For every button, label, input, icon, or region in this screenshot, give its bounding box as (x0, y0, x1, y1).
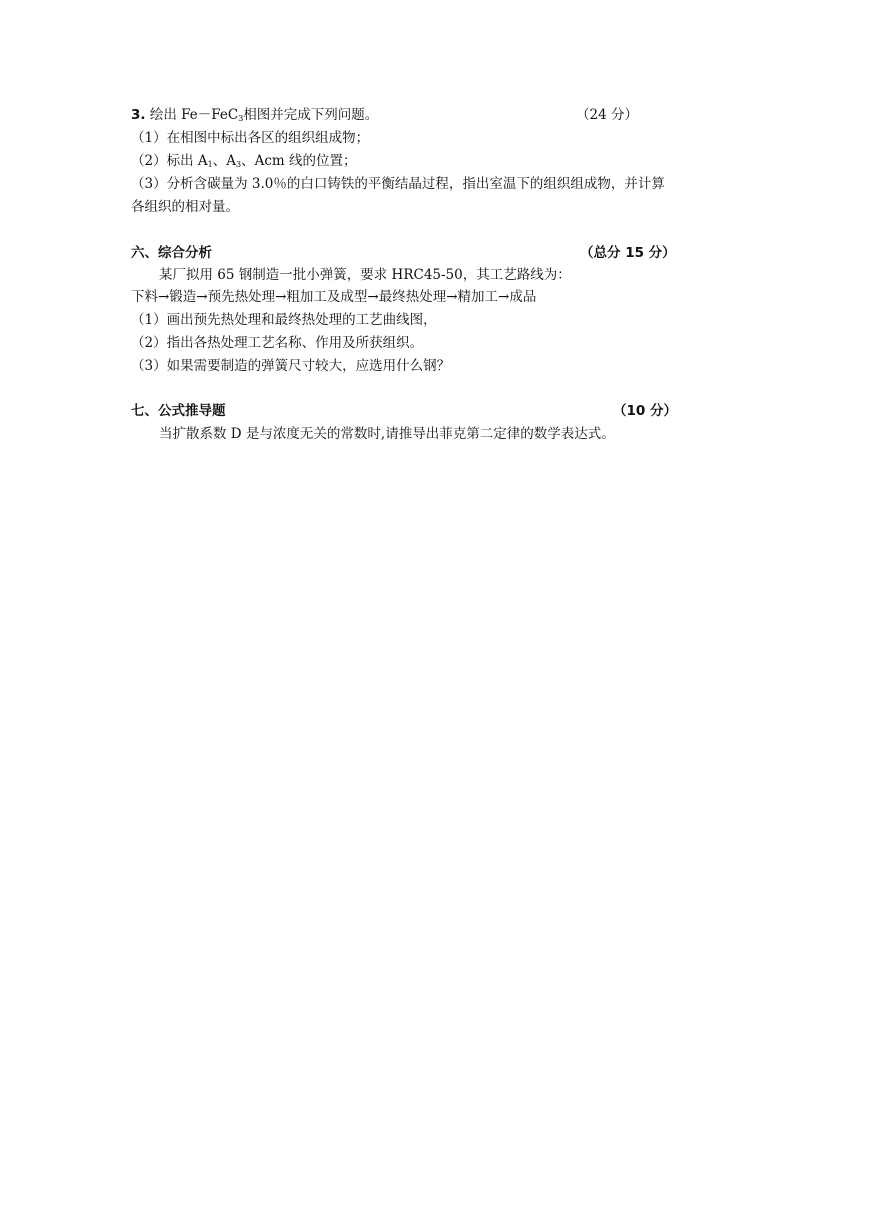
q3-item-2-pre: （2）标出 A (131, 153, 208, 169)
section7-text: 当扩散系数 D 是与浓度无关的常数时,请推导出菲克第二定律的数学表达式。 (159, 426, 615, 442)
q3-score: （24 分） (576, 107, 638, 123)
q3-item-2-sub1: 1 (207, 160, 213, 169)
section6-title: 六、综合分析 (131, 245, 212, 261)
q3-item-1: （1）在相图中标出各区的组织组成物； (131, 130, 370, 146)
q3-text-post: 相图并完成下列问题。 (243, 107, 379, 123)
section6-item-2: （2）指出各热处理工艺名称、作用及所获组织。 (131, 335, 424, 351)
section7-title: 七、公式推导题 (131, 403, 226, 419)
section7-score: （10 分） (613, 403, 677, 419)
q3-item-2-mid: 、A (212, 153, 236, 169)
q3-item-3: （3）分析含碳量为 3.0％的白口铸铁的平衡结晶过程，指出室温下的组织组成物，并计算 (131, 176, 665, 192)
q3-text-pre: 绘出 Fe－FeC (149, 107, 239, 123)
section6-score: （总分 15 分） (580, 245, 676, 261)
q3-item-2 (131, 152, 356, 174)
q3-number: 3. (131, 107, 146, 123)
section6-item-3: （3）如果需要制造的弹簧尺寸较大，应选用什么钢？ (131, 358, 451, 374)
section6-route: 下料→锻造→预先热处理→粗加工及成型→最终热处理→精加工→成品 (131, 289, 537, 305)
q3-item-2-post: 、Acm 线的位置； (241, 153, 357, 169)
section6-intro: 某厂拟用 65 钢制造一批小弹簧，要求 HRC45-50，其工艺路线为： (159, 267, 571, 283)
section6-item-1: （1）画出预先热处理和最终热处理的工艺曲线图， (131, 312, 437, 328)
q3-item-3-cont: 各组织的相对量。 (131, 199, 239, 215)
q3-heading (131, 106, 378, 128)
q3-subscript: 3 (238, 114, 244, 123)
q3-item-2-sub2: 3 (235, 160, 242, 169)
